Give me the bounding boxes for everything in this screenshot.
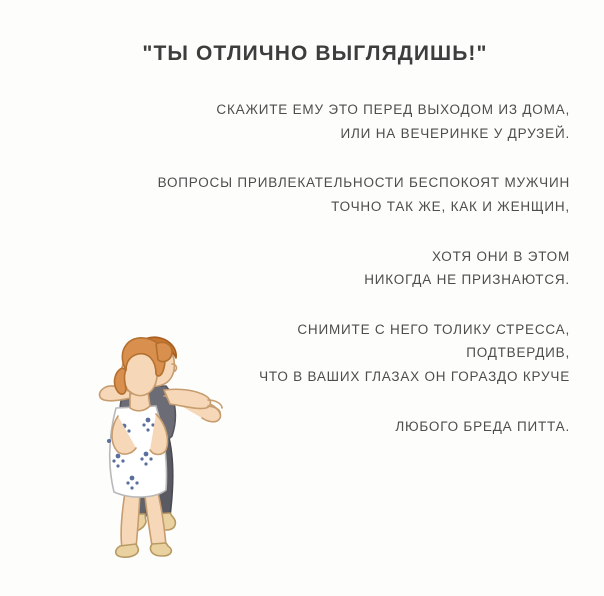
paragraph-4-line-3: ЧТО В ВАШИХ ГЛАЗАХ ОН ГОРАЗДО КРУЧЕ: [259, 369, 570, 384]
poster-text-column: [60, 28, 570, 438]
paragraph-1-line-1: СКАЖИТЕ ЕМУ ЭТО ПЕРЕД ВЫХОДОМ ИЗ ДОМА,: [216, 102, 570, 117]
paragraph-4-line-1: СНИМИТЕ С НЕГО ТОЛИКУ СТРЕССА,: [297, 321, 570, 337]
poster-paragraph-4: [60, 318, 570, 389]
paragraph-1-line-2: ИЛИ НА ВЕЧЕРИНКЕ У ДРУЗЕЙ.: [340, 125, 570, 141]
poster-headline: "ТЫ ОТЛИЧНО ВЫГЛЯДИШЬ!": [142, 42, 488, 65]
poster-paragraph-3: [60, 245, 570, 292]
paragraph-3-line-1: ХОТЯ ОНИ В ЭТОМ: [431, 248, 570, 264]
poster-paragraph-2: [60, 171, 570, 218]
poster-paragraph-1: [60, 98, 570, 145]
paragraph-2-line-1: ВОПРОСЫ ПРИВЛЕКАТЕЛЬНОСТИ БЕСПОКОЯТ МУЖЧИН: [157, 175, 570, 191]
paragraph-2-line-2: ТОЧНО ТАК ЖЕ, КАК И ЖЕНЩИН,: [331, 198, 570, 214]
paragraph-5-line-1: ЛЮБОГО БРЕДА ПИТТА.: [395, 418, 570, 434]
paragraph-4-line-2: ПОДТВЕРДИВ,: [466, 345, 570, 361]
poster-paragraph-5: [60, 415, 570, 439]
paragraph-3-line-2: НИКОГДА НЕ ПРИЗНАЮТСЯ.: [364, 272, 570, 288]
